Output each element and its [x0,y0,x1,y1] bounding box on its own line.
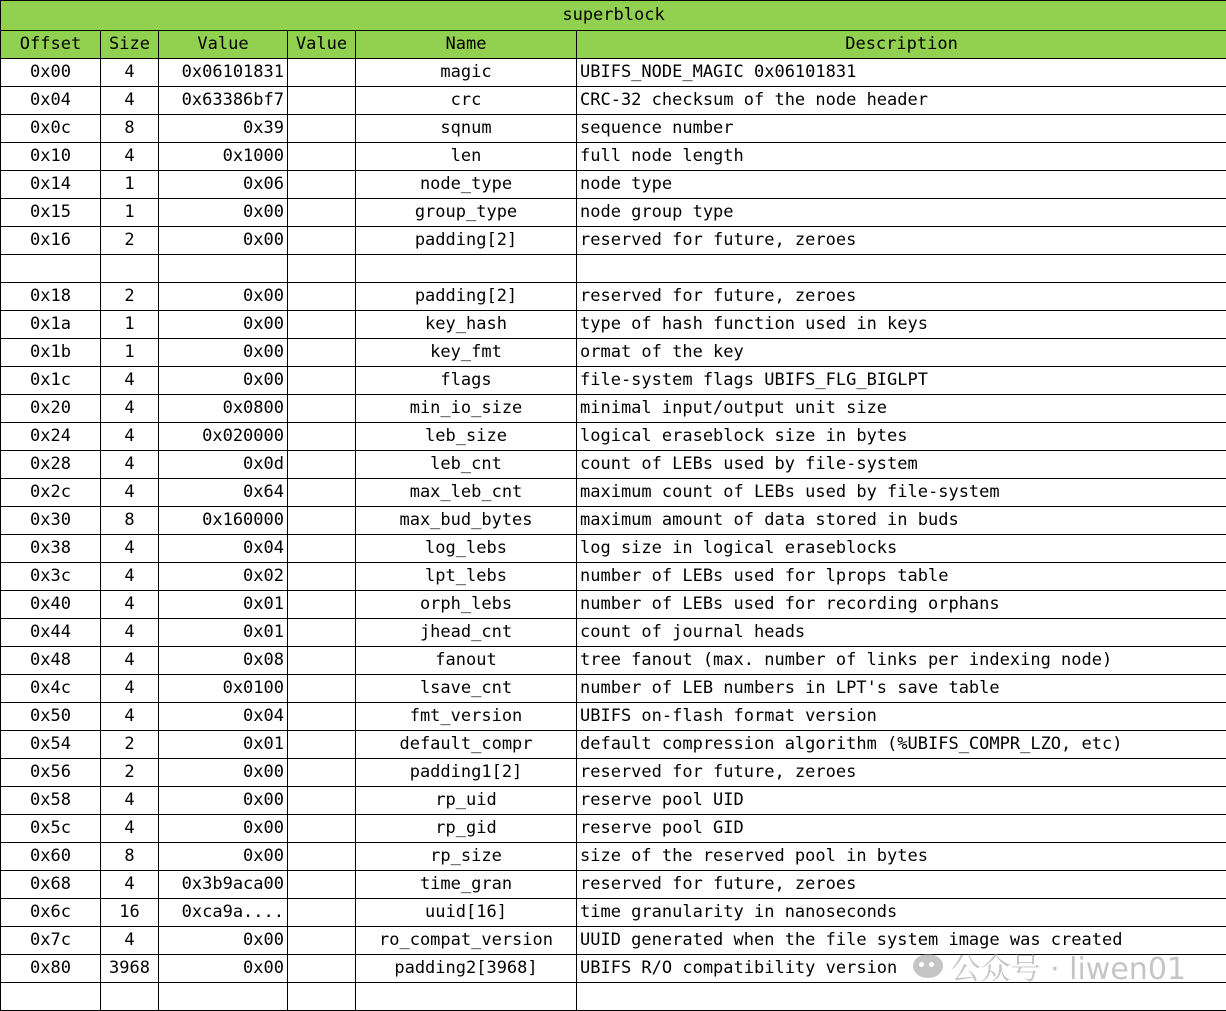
cell-name: padding[2] [356,283,577,311]
cell-value-2 [288,647,356,675]
cell-value-2 [288,283,356,311]
cell-description: reserved for future, zeroes [577,871,1226,899]
table-row [1,507,1226,535]
cell-value-2 [288,843,356,871]
cell-value-2 [288,451,356,479]
cell-size: 8 [101,115,159,143]
table-row [1,255,1226,283]
cell-name: lpt_lebs [356,563,577,591]
cell-description: node group type [577,199,1226,227]
cell-name: jhead_cnt [356,619,577,647]
cell-description: minimal input/output unit size [577,395,1226,423]
table-row [1,843,1226,871]
table-row [1,283,1226,311]
cell-value-2 [288,759,356,787]
cell-name: ro_compat_version [356,927,577,955]
cell-value: 0xca9a.... [159,899,288,927]
cell-offset [1,983,101,1011]
cell-offset: 0x10 [1,143,101,171]
table-row [1,59,1226,87]
cell-name: padding2[3968] [356,955,577,983]
cell-description: default compression algorithm (%UBIFS_COMPR_LZO, etc) [577,731,1226,759]
table-row [1,871,1226,899]
cell-name: max_bud_bytes [356,507,577,535]
cell-offset: 0x18 [1,283,101,311]
cell-value-2 [288,115,356,143]
cell-description: size of the reserved pool in bytes [577,843,1226,871]
cell-size: 2 [101,227,159,255]
cell-offset: 0x14 [1,171,101,199]
cell-name: magic [356,59,577,87]
table-row [1,367,1226,395]
cell-description [577,983,1226,1011]
cell-size: 4 [101,787,159,815]
header-description: Description [577,31,1226,59]
cell-offset: 0x80 [1,955,101,983]
cell-offset: 0x4c [1,675,101,703]
cell-offset: 0x2c [1,479,101,507]
table-row [1,591,1226,619]
table-row [1,787,1226,815]
cell-value: 0x0100 [159,675,288,703]
cell-size: 4 [101,395,159,423]
table-row [1,731,1226,759]
table-row [1,955,1226,983]
cell-value: 0x0800 [159,395,288,423]
cell-value: 0x08 [159,647,288,675]
cell-offset: 0x16 [1,227,101,255]
cell-offset: 0x00 [1,59,101,87]
cell-description: CRC-32 checksum of the node header [577,87,1226,115]
cell-offset: 0x28 [1,451,101,479]
cell-offset: 0x68 [1,871,101,899]
cell-name: sqnum [356,115,577,143]
cell-description: UUID generated when the file system image was created [577,927,1226,955]
cell-offset: 0x15 [1,199,101,227]
table-title: superblock [1,1,1226,31]
cell-value: 0x3b9aca00 [159,871,288,899]
cell-offset: 0x58 [1,787,101,815]
cell-name: uuid[16] [356,899,577,927]
cell-value: 0x39 [159,115,288,143]
cell-value-2 [288,955,356,983]
cell-description: count of LEBs used by file-system [577,451,1226,479]
cell-value-2 [288,171,356,199]
cell-name: fmt_version [356,703,577,731]
cell-value: 0x63386bf7 [159,87,288,115]
cell-size [101,983,159,1011]
cell-value-2 [288,395,356,423]
table-row [1,171,1226,199]
cell-size: 1 [101,339,159,367]
cell-value-2 [288,927,356,955]
table-row [1,675,1226,703]
cell-description: reserve pool UID [577,787,1226,815]
cell-value: 0x00 [159,227,288,255]
cell-name: group_type [356,199,577,227]
table-row [1,339,1226,367]
cell-description: reserved for future, zeroes [577,283,1226,311]
table-row [1,619,1226,647]
cell-size: 2 [101,759,159,787]
cell-value-2 [288,983,356,1011]
cell-name: len [356,143,577,171]
cell-description: node type [577,171,1226,199]
cell-value-2 [288,815,356,843]
cell-name: rp_size [356,843,577,871]
cell-size: 4 [101,703,159,731]
cell-value: 0x00 [159,283,288,311]
cell-offset: 0x0c [1,115,101,143]
cell-value-2 [288,87,356,115]
header-value-2: Value [288,31,356,59]
cell-value-2 [288,255,356,283]
cell-description: log size in logical eraseblocks [577,535,1226,563]
cell-offset: 0x6c [1,899,101,927]
cell-size: 1 [101,199,159,227]
cell-offset: 0x40 [1,591,101,619]
table-row [1,311,1226,339]
cell-name: key_hash [356,311,577,339]
cell-value: 0x01 [159,591,288,619]
cell-value: 0x00 [159,815,288,843]
table-row [1,535,1226,563]
cell-description: UBIFS on-flash format version [577,703,1226,731]
cell-description: reserved for future, zeroes [577,227,1226,255]
cell-value: 0x64 [159,479,288,507]
cell-description: reserved for future, zeroes [577,759,1226,787]
cell-description [577,255,1226,283]
cell-offset: 0x1a [1,311,101,339]
table-row [1,199,1226,227]
cell-size: 4 [101,143,159,171]
table-row [1,479,1226,507]
cell-name: crc [356,87,577,115]
cell-name: flags [356,367,577,395]
table-row [1,759,1226,787]
table-row [1,703,1226,731]
cell-value: 0x00 [159,367,288,395]
cell-offset: 0x44 [1,619,101,647]
cell-offset: 0x48 [1,647,101,675]
cell-value: 0x04 [159,703,288,731]
cell-description: sequence number [577,115,1226,143]
cell-size: 4 [101,871,159,899]
cell-value-2 [288,507,356,535]
cell-description: type of hash function used in keys [577,311,1226,339]
cell-name: leb_size [356,423,577,451]
cell-size: 4 [101,619,159,647]
cell-value: 0x020000 [159,423,288,451]
cell-name [356,983,577,1011]
cell-value: 0x06101831 [159,59,288,87]
cell-value: 0x00 [159,787,288,815]
cell-offset: 0x20 [1,395,101,423]
cell-description: ormat of the key [577,339,1226,367]
cell-name: rp_uid [356,787,577,815]
cell-value-2 [288,199,356,227]
cell-name: rp_gid [356,815,577,843]
table-row [1,115,1226,143]
cell-name: padding1[2] [356,759,577,787]
cell-value-2 [288,59,356,87]
cell-value-2 [288,703,356,731]
cell-size: 4 [101,87,159,115]
cell-value: 0x02 [159,563,288,591]
cell-offset: 0x04 [1,87,101,115]
cell-description: number of LEBs used for recording orphans [577,591,1226,619]
cell-value: 0x06 [159,171,288,199]
cell-name [356,255,577,283]
cell-description: maximum count of LEBs used by file-system [577,479,1226,507]
cell-value-2 [288,143,356,171]
cell-value: 0x00 [159,955,288,983]
cell-size: 4 [101,59,159,87]
cell-value: 0x1000 [159,143,288,171]
cell-value: 0x01 [159,731,288,759]
cell-description: UBIFS_NODE_MAGIC 0x06101831 [577,59,1226,87]
cell-name: max_leb_cnt [356,479,577,507]
cell-description: maximum amount of data stored in buds [577,507,1226,535]
cell-description: full node length [577,143,1226,171]
cell-size [101,255,159,283]
cell-offset: 0x1b [1,339,101,367]
cell-name: default_compr [356,731,577,759]
cell-offset: 0x5c [1,815,101,843]
cell-value-2 [288,423,356,451]
cell-value: 0x04 [159,535,288,563]
cell-name: fanout [356,647,577,675]
cell-description: count of journal heads [577,619,1226,647]
cell-value: 0x00 [159,311,288,339]
cell-offset: 0x54 [1,731,101,759]
table-row [1,983,1226,1011]
cell-name: key_fmt [356,339,577,367]
cell-description: time granularity in nanoseconds [577,899,1226,927]
cell-value: 0x00 [159,927,288,955]
cell-value [159,983,288,1011]
header-size: Size [101,31,159,59]
cell-size: 3968 [101,955,159,983]
table-row [1,87,1226,115]
table-row [1,423,1226,451]
cell-value-2 [288,787,356,815]
cell-value-2 [288,227,356,255]
header-row [1,31,1226,59]
cell-size: 4 [101,367,159,395]
cell-value: 0x160000 [159,507,288,535]
cell-size: 8 [101,507,159,535]
cell-size: 4 [101,563,159,591]
cell-size: 4 [101,675,159,703]
table-row [1,815,1226,843]
cell-name: min_io_size [356,395,577,423]
cell-offset: 0x24 [1,423,101,451]
table-row [1,451,1226,479]
table-row [1,563,1226,591]
cell-offset: 0x50 [1,703,101,731]
cell-offset: 0x38 [1,535,101,563]
cell-size: 2 [101,731,159,759]
cell-name: orph_lebs [356,591,577,619]
cell-description: number of LEB numbers in LPT's save table [577,675,1226,703]
table-row [1,227,1226,255]
cell-description: reserve pool GID [577,815,1226,843]
cell-name: log_lebs [356,535,577,563]
cell-size: 4 [101,423,159,451]
cell-value-2 [288,871,356,899]
watermark-text: 公众号 · liwen01 [951,944,1186,988]
table-row [1,927,1226,955]
cell-value-2 [288,563,356,591]
cell-value-2 [288,675,356,703]
cell-description: number of LEBs used for lprops table [577,563,1226,591]
cell-size: 8 [101,843,159,871]
cell-value: 0x00 [159,339,288,367]
cell-offset [1,255,101,283]
cell-size: 4 [101,591,159,619]
cell-value-2 [288,591,356,619]
cell-value-2 [288,311,356,339]
cell-value: 0x01 [159,619,288,647]
cell-name: time_gran [356,871,577,899]
cell-description: logical eraseblock size in bytes [577,423,1226,451]
cell-size: 4 [101,927,159,955]
cell-value: 0x00 [159,843,288,871]
cell-value-2 [288,367,356,395]
table-row [1,395,1226,423]
cell-value-2 [288,899,356,927]
cell-description: file-system flags UBIFS_FLG_BIGLPT [577,367,1226,395]
cell-offset: 0x1c [1,367,101,395]
cell-size: 16 [101,899,159,927]
cell-name: node_type [356,171,577,199]
cell-size: 4 [101,647,159,675]
cell-size: 4 [101,451,159,479]
cell-value: 0x00 [159,199,288,227]
cell-offset: 0x60 [1,843,101,871]
cell-value-2 [288,535,356,563]
header-offset: Offset [1,31,101,59]
table-row [1,899,1226,927]
cell-offset: 0x3c [1,563,101,591]
cell-value: 0x00 [159,759,288,787]
cell-offset: 0x56 [1,759,101,787]
cell-value: 0x0d [159,451,288,479]
cell-size: 2 [101,283,159,311]
cell-description: tree fanout (max. number of links per indexing node) [577,647,1226,675]
header-value: Value [159,31,288,59]
table-row [1,647,1226,675]
cell-name: lsave_cnt [356,675,577,703]
cell-value-2 [288,619,356,647]
cell-value [159,255,288,283]
cell-offset: 0x7c [1,927,101,955]
cell-size: 1 [101,311,159,339]
cell-size: 4 [101,535,159,563]
cell-value-2 [288,339,356,367]
cell-value-2 [288,731,356,759]
cell-name: padding[2] [356,227,577,255]
table-row [1,143,1226,171]
cell-size: 4 [101,815,159,843]
cell-size: 4 [101,479,159,507]
cell-name: leb_cnt [356,451,577,479]
cell-size: 1 [101,171,159,199]
table-body [1,59,1226,1011]
header-name: Name [356,31,577,59]
cell-offset: 0x30 [1,507,101,535]
cell-description: UBIFS R/O compatibility version [577,955,1226,983]
cell-value-2 [288,479,356,507]
